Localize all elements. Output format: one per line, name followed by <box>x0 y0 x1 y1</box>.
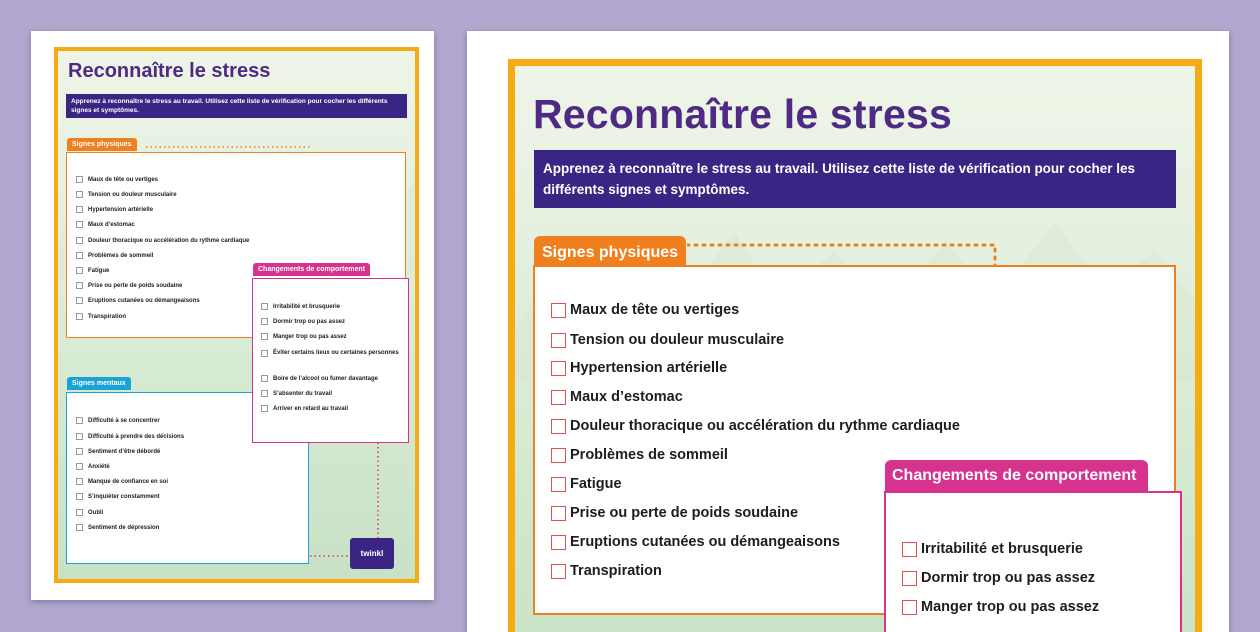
thumb-behaviour-tab: Changements de comportement <box>253 263 370 276</box>
list-item[interactable]: Difficulté à prendre des décisions <box>76 433 184 440</box>
list-item[interactable]: Tension ou douleur musculaire <box>76 191 177 198</box>
list-item[interactable]: Prise ou perte de poids soudaine <box>551 505 798 521</box>
checkbox[interactable] <box>261 405 268 412</box>
checkbox[interactable] <box>76 433 83 440</box>
thumb-mental-tab: Signes mentaux <box>67 377 131 390</box>
list-item[interactable]: Manque de confiance en soi <box>76 478 168 485</box>
sheet-border <box>54 47 419 583</box>
checkbox[interactable] <box>76 221 83 228</box>
checkbox[interactable] <box>76 524 83 531</box>
zoomed-sheet <box>467 31 1229 632</box>
list-item[interactable]: S’inquiéter constamment <box>76 493 160 500</box>
checkbox[interactable] <box>76 176 83 183</box>
checkbox[interactable] <box>261 375 268 382</box>
checkbox[interactable] <box>551 333 566 348</box>
checkbox[interactable] <box>551 448 566 463</box>
checkbox[interactable] <box>551 564 566 579</box>
checkbox[interactable] <box>551 361 566 376</box>
checkbox[interactable] <box>261 303 268 310</box>
list-item[interactable]: Transpiration <box>76 313 126 320</box>
checkbox[interactable] <box>76 206 83 213</box>
checkbox[interactable] <box>76 237 83 244</box>
list-item[interactable]: Problèmes de sommeil <box>76 252 153 259</box>
checkbox[interactable] <box>902 600 917 615</box>
list-item[interactable]: Difficulté à se concentrer <box>76 417 160 424</box>
list-item[interactable]: Sentiment d’être débordé <box>76 448 160 455</box>
checkbox[interactable] <box>76 478 83 485</box>
list-item[interactable]: Douleur thoracique ou accélération du rythme cardiaque <box>551 418 960 434</box>
list-item[interactable]: Maux de tête ou vertiges <box>551 302 739 318</box>
checkbox[interactable] <box>551 506 566 521</box>
behaviour-changes-tab: Changements de comportement <box>885 460 1148 493</box>
checkbox[interactable] <box>76 493 83 500</box>
list-item[interactable]: Boire de l’alcool ou fumer davantage <box>261 375 378 382</box>
checkbox[interactable] <box>551 303 566 318</box>
list-item[interactable]: Fatigue <box>551 476 622 492</box>
list-item[interactable]: Fatigue <box>76 267 109 274</box>
checkbox[interactable] <box>76 191 83 198</box>
checkbox[interactable] <box>76 313 83 320</box>
list-item[interactable]: Hypertension artérielle <box>76 206 153 213</box>
list-item[interactable]: Manger trop ou pas assez <box>261 333 347 340</box>
list-item[interactable]: Hypertension artérielle <box>551 360 727 376</box>
list-item[interactable]: Oubli <box>76 509 103 516</box>
brand-logo: twinkl <box>350 538 394 569</box>
thumbnail-sheet <box>31 31 434 600</box>
physical-signs-tab: Signes physiques <box>534 236 686 270</box>
list-item[interactable]: Irritabilité et brusquerie <box>902 541 1083 557</box>
checkbox[interactable] <box>76 448 83 455</box>
checkbox[interactable] <box>76 267 83 274</box>
checkbox[interactable] <box>261 350 268 357</box>
list-item[interactable]: Prise ou perte de poids soudaine <box>76 282 182 289</box>
thumb-intro: Apprenez à reconnaître le stress au travail. Utilisez cette liste de vérification pour cocher les différents signes et symptômes. <box>66 94 407 118</box>
list-item[interactable]: Irritabilité et brusquerie <box>261 303 340 310</box>
checkbox[interactable] <box>902 571 917 586</box>
checkbox[interactable] <box>261 390 268 397</box>
thumb-title: Reconnaître le stress <box>68 60 271 82</box>
list-item[interactable]: S’absenter du travail <box>261 390 332 397</box>
list-item[interactable]: Dormir trop ou pas assez <box>902 570 1095 586</box>
checkbox[interactable] <box>76 509 83 516</box>
checkbox[interactable] <box>551 390 566 405</box>
list-item[interactable]: Maux d’estomac <box>76 221 135 228</box>
list-item[interactable]: Maux de tête ou vertiges <box>76 176 158 183</box>
list-item[interactable]: Eruptions cutanées ou démangeaisons <box>76 297 200 304</box>
list-item[interactable]: Eruptions cutanées ou démangeaisons <box>551 534 840 550</box>
checkbox[interactable] <box>551 535 566 550</box>
list-item[interactable]: Manger trop ou pas assez <box>902 599 1099 615</box>
list-item[interactable]: Arriver en retard au travail <box>261 405 348 412</box>
checkbox[interactable] <box>261 333 268 340</box>
list-item[interactable]: Anxiété <box>76 463 110 470</box>
list-item[interactable]: Maux d’estomac <box>551 389 683 405</box>
checkbox[interactable] <box>261 318 268 325</box>
checkbox[interactable] <box>76 417 83 424</box>
list-item[interactable]: Douleur thoracique ou accélération du rythme cardiaque <box>76 237 249 244</box>
list-item[interactable]: Problèmes de sommeil <box>551 447 728 463</box>
checkbox[interactable] <box>551 419 566 434</box>
checkbox[interactable] <box>76 297 83 304</box>
checkbox[interactable] <box>902 542 917 557</box>
list-item[interactable]: Éviter certains lieux ou certaines personnes <box>261 348 401 359</box>
checkbox[interactable] <box>76 282 83 289</box>
intro-banner: Apprenez à reconnaître le stress au travail. Utilisez cette liste de vérification pour cocher les différents signes et symptômes. <box>534 150 1176 208</box>
checkbox[interactable] <box>76 252 83 259</box>
list-item[interactable]: Transpiration <box>551 563 662 579</box>
thumb-physical-tab: Signes physiques <box>67 138 137 151</box>
page-title: Reconnaître le stress <box>533 91 952 137</box>
sheet-border <box>508 59 1202 632</box>
list-item[interactable]: Sentiment de dépression <box>76 524 159 531</box>
list-item[interactable]: Dormir trop ou pas assez <box>261 318 345 325</box>
checkbox[interactable] <box>551 477 566 492</box>
list-item[interactable]: Tension ou douleur musculaire <box>551 332 784 348</box>
checkbox[interactable] <box>76 463 83 470</box>
